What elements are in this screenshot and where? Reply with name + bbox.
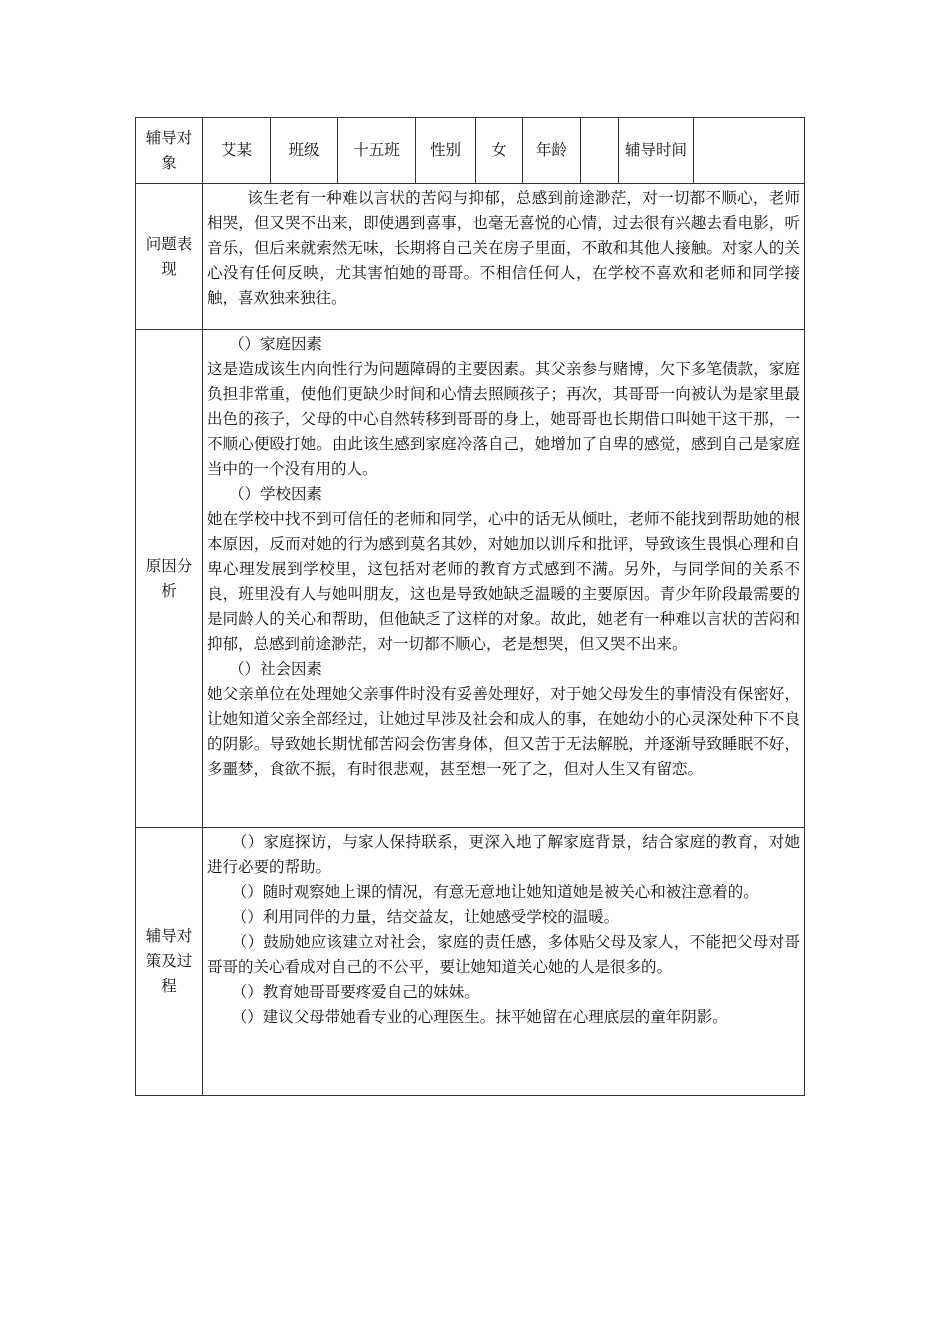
strategy-label: 辅导对策及过程 [136,828,203,1096]
strategy-item: （）利用同伴的力量，结交益友，让她感受学校的温暖。 [231,908,620,926]
cause-school-title: （）学校因素 [229,485,323,503]
header-row [136,118,805,184]
target-value: 艾某 [203,118,271,184]
time-value [694,118,805,184]
cause-label: 原因分析 [136,330,203,828]
strategy-item: （）家庭探访，与家人保持联系，更深入地了解家庭背景，结合家庭的教育，对她进行必要的帮助。 [207,833,800,876]
strategy-item: （）鼓励她应该建立对社会，家庭的责任感，多体贴父母及家人，不能把父母对哥哥哥的关心看成对自己的不公平，要让她知道关心她的人是很多的。 [207,933,800,976]
cause-row [136,330,805,828]
cause-school-text: 她在学校中找不到可信任的老师和同学，心中的话无从倾吐，老师不能找到帮助她的根本原因，反而对她的行为感到莫名其妙，对她加以训斥和批评，导致该生畏惧心理和自卑心理发展到学校里，这包括对老师的教育方式感到不满。另外，与同学间的关系不良，班里没有人与她叫朋友，这也是导致她缺乏温暖的主要原因。青少年阶段最需要的是同龄人的关心和帮助，但他缺乏了这样的对象。故此，她老有一种难以言状的苦闷和抑郁，总感到前途渺茫，对一切都不顺心，老是想哭，但又哭不出来。 [207,510,800,653]
age-label: 年龄 [523,118,581,184]
age-value [581,118,619,184]
problem-text: 该生老有一种难以言状的苦闷与抑郁，总感到前途渺茫，对一切都不顺心，老师相哭，但又哭不出来，即使遇到喜事，也毫无喜悦的心情，过去很有兴趣去看电影，听音乐，但后来就索然无味，长期将自己关在房子里面，不敢和其他人接触。对家人的关心没有任何反映，尤其害怕她的哥哥。不相信任何人，在学校不喜欢和老师和同学接触，喜欢独来独往。 [207,189,800,307]
strategy-item: （）建议父母带她看专业的心理医生。抹平她留在心理底层的童年阴影。 [231,1008,728,1026]
strategy-content [203,828,805,1096]
strategy-item: （）随时观察她上课的情况，有意无意地让她知道她是被关心和被注意着的。 [231,883,759,901]
gender-value: 女 [476,118,523,184]
cause-family-text: 这是造成该生内向性行为问题障碍的主要因素。其父亲参与赌博，欠下多笔债款，家庭负担非常重，使他们更缺少时间和心情去照顾孩子；再次，其哥哥一向被认为是家里最出色的孩子，父母的中心自然转移到哥哥的身上，她哥哥也长期借口叫她干这干那，一不顺心便殴打她。由此该生感到家庭冷落自己，她增加了自卑的感觉，感到自己是家庭当中的一个没有用的人。 [207,360,800,478]
strategy-item: （）教育她哥哥要疼爱自己的妹妹。 [231,983,480,1001]
strategy-row [136,828,805,1096]
time-label: 辅导时间 [619,118,694,184]
class-label: 班级 [271,118,338,184]
class-value: 十五班 [338,118,416,184]
cause-society-title: （）社会因素 [229,660,323,678]
counseling-record-table [135,117,805,1096]
cause-family-title: （）家庭因素 [229,335,323,353]
problem-row [136,184,805,330]
cause-society-text: 她父亲单位在处理她父亲事件时没有妥善处理好，对于她父母发生的事情没有保密好，让她知道父亲全部经过，让她过早涉及社会和成人的事，在她幼小的心灵深处种下不良的阴影。导致她长期忧郁苦闷会伤害身体，但又苦于无法解脱，并逐渐导致睡眠不好，多噩梦，食欲不振，有时很悲观，甚至想一死了之，但对人生又有留恋。 [207,685,800,778]
cause-content [203,330,805,828]
problem-content [203,184,805,330]
problem-label: 问题表现 [136,184,203,330]
gender-label: 性别 [416,118,476,184]
target-label: 辅导对象 [136,118,203,184]
